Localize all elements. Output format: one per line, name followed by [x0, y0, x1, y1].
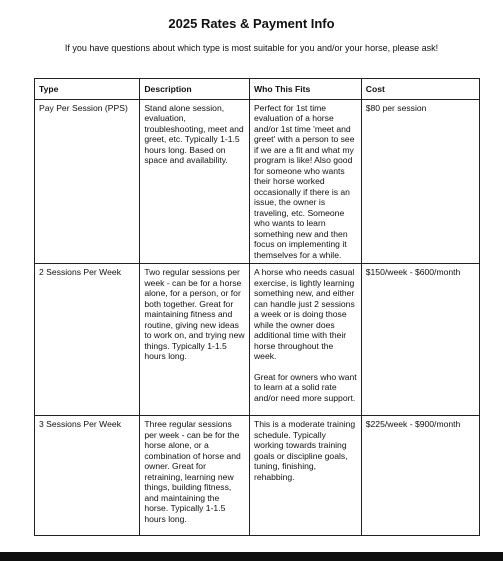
- row-cost: $150/week - $600/month: [361, 264, 479, 416]
- table-row: [35, 264, 480, 416]
- header-who-this-fits: Who This Fits: [249, 79, 361, 100]
- table-row: [35, 416, 480, 536]
- row-description: Two regular sessions per week - can be for a horse alone, for a person, or for both together. Great for maintaining fitness and routine, giving new ideas to work on, and trying new things. Typically 1-1.5 hours long.: [140, 264, 250, 416]
- rates-table: [34, 78, 480, 536]
- header-cost: Cost: [361, 79, 479, 100]
- table-row: [35, 99, 480, 264]
- table-header-row: [35, 79, 480, 100]
- fit-text: A horse who needs casual exercise, is lightly learning something new, and either can handle just 2 sessions a week or is doing those while the owner does additional time with their horse throughout the week.: [253, 267, 355, 361]
- fit-text: Perfect for 1st time evaluation of a horse and/or 1st time 'meet and greet' with a person to see if we are a fit and what my program is like! Also good for someone who wants their horse worked occasionally if there is an issue, the owner is traveling, etc. Someone who wants to learn something new and then focus on implementing it themselves for a while.: [253, 102, 355, 260]
- row-who-this-fits: [249, 416, 361, 536]
- header-description: Description: [140, 79, 250, 100]
- header-type: Type: [35, 79, 140, 100]
- row-type: 3 Sessions Per Week: [35, 416, 140, 536]
- row-who-this-fits: [249, 264, 361, 416]
- page-title: 2025 Rates & Payment Info: [168, 16, 335, 31]
- row-cost: $225/week - $900/month: [361, 416, 479, 536]
- row-description: Stand alone session, evaluation, troubleshooting, meet and greet, etc. Typically 1-1.5 hours long. Based on space and availability.: [140, 99, 250, 264]
- row-who-this-fits: [249, 99, 361, 264]
- row-description: Three regular sessions per week - can be for the horse alone, or a combination of horse and owner. Great for retraining, learning new things, building fitness, and maintaining the horse. Typically 1-1.5 hours long.: [140, 416, 250, 536]
- row-cost: $80 per session: [361, 99, 479, 264]
- row-type: Pay Per Session (PPS): [35, 99, 140, 264]
- page-subtitle: If you have questions about which type is most suitable for you and/or your horse, please ask!: [64, 43, 439, 53]
- fit-text: This is a moderate training schedule. Typically working towards training goals or discipline goals, tuning, finishing, rehabbing.: [253, 419, 356, 482]
- fit-extra-text: Great for owners who want to learn at a solid rate and/or need more support.: [253, 371, 357, 403]
- row-type: 2 Sessions Per Week: [35, 264, 140, 416]
